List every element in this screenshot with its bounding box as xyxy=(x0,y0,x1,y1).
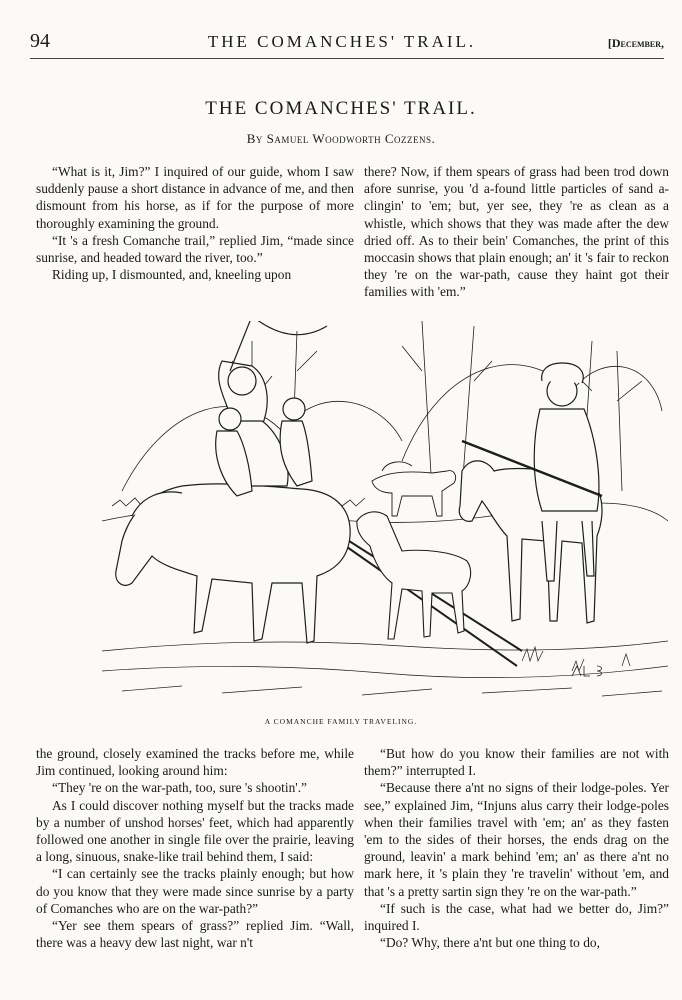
running-month: [December, xyxy=(607,36,664,50)
paragraph: “They 're on the war-path, too, sure 's shootin'.” xyxy=(52,780,307,796)
horse-with-rider xyxy=(459,363,602,623)
column-bottom-left xyxy=(36,745,354,951)
column-top-left xyxy=(36,163,354,283)
horse-with-family xyxy=(116,361,350,643)
foal xyxy=(357,512,471,639)
paragraph: “Do? Why, there a'nt but one thing to do, xyxy=(380,935,600,951)
paragraph: “Because there a'nt no signs of their lodge-poles. Yer see,” explained Jim, “Injuns alus carry their lodge-poles when their families travel with 'em; an' as they fasten 'em to the sides of their horses, the ends drag on the ground, leavin' a mark behind 'em; an' as there a'nt no mark here, it 's plain they 're travelin' without 'em, and that 's a pretty sartin sign they 're on the war-path.” xyxy=(364,780,669,899)
header-rule xyxy=(30,58,664,59)
distant-pack-horse xyxy=(372,462,456,516)
running-title: THE COMANCHES' TRAIL. xyxy=(207,32,477,51)
page-number: 94 xyxy=(30,30,50,52)
paragraph: “If such is the case, what had we better do, Jim?” inquired I. xyxy=(364,900,669,934)
article-byline: By Samuel Woodworth Cozzens. xyxy=(246,131,436,146)
paragraph: “It 's a fresh Comanche trail,” replied Jim, “made since sunrise, and headed toward the river, too.” xyxy=(36,232,354,266)
paragraph: “Yer see them spears of grass?” replied Jim. “Wall, there was a heavy dew last night, war n't xyxy=(36,918,354,951)
running-header xyxy=(30,30,664,52)
paragraph: there? Now, if them spears of grass had been trod down afore sunrise, you 'd a-found little particles of sand a-clingin' to 'em; but, yer see, they 're as clean as a whistle, which shows that they was made after the dew dried off. As to their bein' Comanches, the print of this moccasin shows that plain enough; an' it 's fair to reckon they 're on the war-path, cause they haint got their families with 'em.” xyxy=(364,164,669,300)
paragraph: “I can certainly see the tracks plainly enough; but how do you know that they were made since sunrise by a party of Comanches who are on the war-path?” xyxy=(36,866,354,916)
whip xyxy=(230,321,327,371)
paragraph: the ground, closely examined the tracks before me, while Jim continued, looking around him: xyxy=(36,746,354,779)
article-title: THE COMANCHES' TRAIL. xyxy=(205,98,477,119)
column-top-right xyxy=(364,163,669,301)
column-bottom-right xyxy=(364,745,669,951)
paragraph: As I could discover nothing myself but the tracks made by a number of unshod horses' feet, which had apparently followed one another in single file over the prairie, leaving a long, sinuous, snake-like trail behind them, I said: xyxy=(36,797,354,865)
ground-lines xyxy=(102,641,668,696)
engraving-illustration xyxy=(102,321,668,704)
paragraph: Riding up, I dismounted, and, kneeling upon xyxy=(52,267,292,283)
paragraph: “What is it, Jim?” I inquired of our guide, whom I saw suddenly pause a short distance in advance of me, and then dismount from his horse, as if for the purpose of more thoroughly examining the ground. xyxy=(36,164,354,231)
illustration-caption: A COMANCHE FAMILY TRAVELING. xyxy=(264,717,418,726)
paragraph: “But how do you know their families are not with them?” interrupted I. xyxy=(364,746,669,779)
